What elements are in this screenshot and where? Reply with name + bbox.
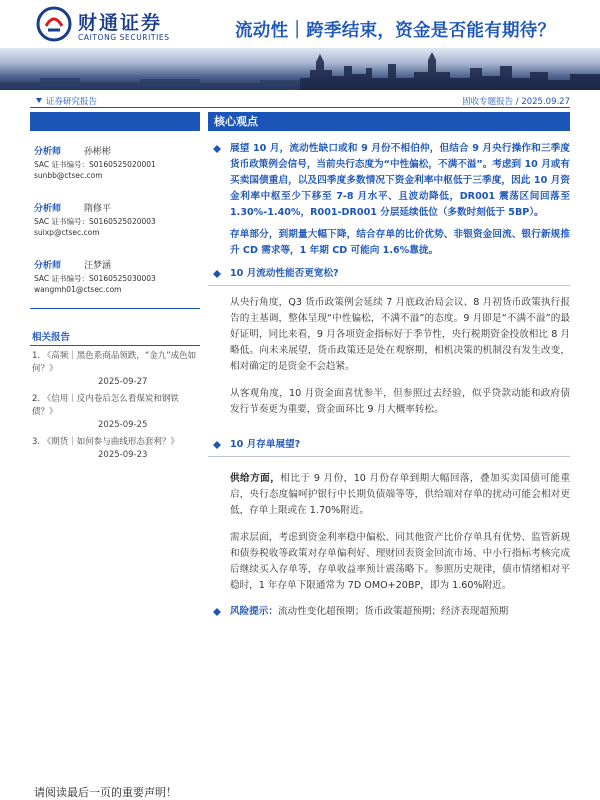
related-report-item[interactable]	[30, 350, 200, 389]
question-title: 10 月存单展望?	[230, 439, 301, 450]
risk-text: 流动性变化超预期；货币政策超预期；经济表现超预期	[277, 606, 509, 617]
diamond-bullet-icon	[213, 608, 221, 616]
logo-chinese-name: 财通证券	[78, 12, 163, 34]
analyst-role: 分析师	[34, 204, 62, 214]
report-type-label	[36, 95, 97, 107]
related-report-item[interactable]	[30, 436, 200, 462]
report-type-text: 证券研究报告	[46, 97, 98, 107]
diamond-bullet-icon	[213, 441, 221, 449]
company-logo	[36, 6, 186, 46]
analyst-card	[30, 258, 200, 302]
question-divider	[208, 456, 570, 457]
report-category-date: 固收专题报告 / 2025.09.27	[462, 97, 570, 107]
analyst-card	[30, 144, 200, 188]
body-paragraph	[230, 471, 570, 519]
analyst-cert: SAC 证书编号：S0160525020003	[34, 217, 156, 226]
diamond-bullet-icon	[213, 145, 221, 153]
body-block	[208, 530, 570, 594]
question-heading	[208, 438, 570, 452]
risk-block	[208, 604, 570, 620]
analyst-name: 隋修平	[84, 204, 112, 214]
triangle-icon	[36, 98, 42, 103]
disclaimer-notice: 请阅读最后一页的重要声明！	[34, 786, 177, 799]
risk-paragraph	[230, 604, 570, 620]
analyst-email[interactable]: sunbb@ctsec.com	[34, 171, 103, 180]
related-report-date: 2025-09-27	[98, 377, 148, 387]
body-paragraph: 需求层面，考虑到资金利率稳中偏松、同其他资产比价存单具有优势、监管新规和债券税收等政策对存单偏利好、理财回表资金回流市场、中小行指标考核完成后继续买入存单等，存单收益率预计震荡略下。参照历史规律，债市情绪相对平稳时，1 年存单下限通常为 7D OMO+20BP，即为 1.60%附近。	[230, 532, 570, 591]
city-skyline-banner	[0, 48, 600, 90]
report-title: 流动性｜跨季结束，资金是否能有期待？	[235, 21, 556, 41]
related-reports-title: 相关报告	[32, 332, 71, 343]
analyst-card	[30, 201, 200, 245]
diamond-bullet-icon	[213, 270, 221, 278]
related-report-title[interactable]: 3. 《期货｜如何参与曲线形态套利？》	[32, 437, 179, 447]
related-report-date: 2025-09-23	[98, 450, 148, 460]
analyst-role: 分析师	[34, 261, 62, 271]
question-title: 10 月流动性能否更宽松?	[230, 268, 339, 279]
related-report-title[interactable]: 1. 《高频｜黑色系商品领跌，“金九”成色如何？》	[32, 351, 197, 374]
analysts-header-bar	[30, 112, 200, 131]
logo-english-name: CAITONG SECURITIES	[78, 33, 170, 42]
related-report-date: 2025-09-25	[98, 420, 148, 430]
core-view-header: 核心观点	[208, 112, 570, 131]
related-divider	[30, 345, 200, 346]
body-paragraph: 从央行角度，Q3 货币政策例会延续 7 月底政治局会议、8 月初货币政策执行报告的主基调，整体呈现“中性偏松，不满不溢”的态度。9 月即是“不满不溢”的最好证明，同比来看，9 月各项资金指标好于季节性，央行税期资金投放相比 8 月略低。向未来展望，货币政策还是处在观察期，相机决策的机制没有发生改变，相对确定的是资金不会趋紧。	[230, 297, 570, 372]
analyst-name: 孙彬彬	[84, 147, 112, 157]
question-divider	[208, 285, 570, 286]
risk-label: 风险提示：	[230, 606, 278, 617]
body-block	[208, 295, 570, 375]
body-block	[208, 471, 570, 519]
related-report-title[interactable]: 2. 《信用｜反内卷后怎么看煤炭和钢铁债？》	[32, 394, 179, 417]
summary-block	[208, 141, 570, 259]
supply-label: 供给方面，	[230, 473, 281, 484]
logo-mark-icon	[36, 6, 72, 42]
analyst-cert: SAC 证书编号：S0160525020001	[34, 160, 156, 169]
body-paragraph: 从客观角度，10 月资金面喜忧参半，但参照过去经验，似乎贷款动能和政府债发行节奏更为重要，资金面环比 9 月大概率转松。	[230, 388, 570, 415]
analyst-role: 分析师	[34, 147, 62, 157]
main-content	[208, 112, 570, 620]
skyline-icon	[0, 48, 600, 90]
analyst-cert: SAC 证书编号：S0160525030003	[34, 274, 156, 283]
analyst-name: 汪梦涵	[84, 261, 112, 271]
supply-text: 相比于 9 月份，10 月份存单到期大幅回落，叠加买卖国债可能重启，央行态度偏呵护银行中长期负债端等等，供给端对存单的扰动可能会相对更低，存单上限或在 1.70%附近。	[230, 473, 570, 516]
body-block	[208, 386, 570, 418]
related-report-item[interactable]	[30, 393, 200, 432]
analyst-email[interactable]: wangmh01@ctsec.com	[34, 285, 122, 294]
question-heading	[208, 267, 570, 281]
summary-paragraph: 展望 10 月，流动性缺口或和 9 月份不相伯仲，但结合 9 月央行操作和三季度货币政策例会信号，当前央行态度为“中性偏松，不满不溢”。考虑到 10 月或有买卖国债重启，以及四季度多数情况下资金利率中枢低于三季度，因此 10 月资金利率中枢至少下移至 7-8 月水平、且波动降低，DR001 震荡区间回落至 1.30%-1.40%，R001-DR001 分层延续低位（多数时刻低于 5BP）。	[230, 143, 570, 218]
related-reports	[30, 329, 200, 462]
sidebar	[30, 112, 200, 462]
header-divider	[30, 107, 570, 108]
analyst-email[interactable]: suixp@ctsec.com	[34, 228, 100, 237]
summary-paragraph: 存单部分，到期量大幅下降，结合存单的比价优势、非银资金回流、银行新规推升 CD 需求等，1 年期 CD 可能向 1.6%靠拢。	[230, 229, 570, 256]
analysts-divider	[30, 308, 200, 309]
